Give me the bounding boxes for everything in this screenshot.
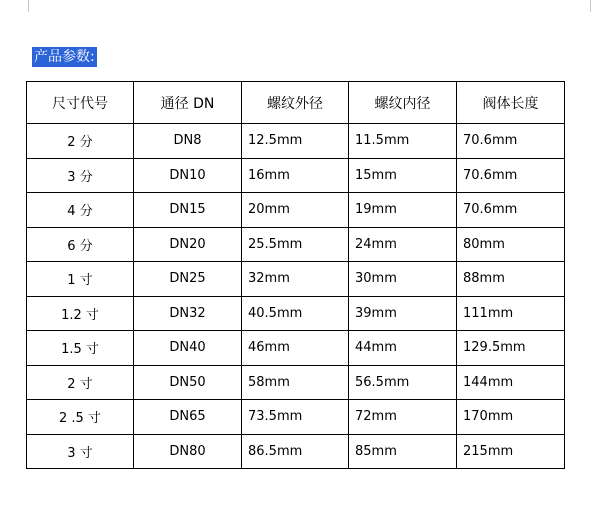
table-header-row	[27, 82, 565, 124]
thread-inner-diameter-cell: 72mm	[349, 400, 457, 435]
nominal-diameter-cell: DN65	[134, 400, 242, 435]
thread-outer-diameter-cell: 58mm	[242, 365, 349, 400]
thread-inner-diameter-cell: 56.5mm	[349, 365, 457, 400]
nominal-diameter-cell: DN20	[134, 227, 242, 262]
size-code-cell: 2 分	[27, 124, 134, 159]
thread-outer-diameter-cell: 32mm	[242, 262, 349, 297]
column-header-thread-outer-diameter: 螺纹外径	[242, 82, 349, 124]
table-row	[27, 434, 565, 469]
thread-outer-diameter-cell: 20mm	[242, 193, 349, 228]
table-row	[27, 193, 565, 228]
valve-body-length-cell: 170mm	[457, 400, 565, 435]
thread-inner-diameter-cell: 24mm	[349, 227, 457, 262]
size-code-cell: 6 分	[27, 227, 134, 262]
product-spec-table	[26, 81, 565, 469]
page-corner-mark-right	[590, 0, 592, 12]
column-header-nominal-diameter: 通径 DN	[134, 82, 242, 124]
thread-outer-diameter-cell: 73.5mm	[242, 400, 349, 435]
table-row	[27, 227, 565, 262]
size-code-cell: 1 寸	[27, 262, 134, 297]
size-code-cell: 2 .5 寸	[27, 400, 134, 435]
nominal-diameter-cell: DN8	[134, 124, 242, 159]
nominal-diameter-cell: DN15	[134, 193, 242, 228]
thread-outer-diameter-cell: 86.5mm	[242, 434, 349, 469]
size-code-cell: 1.2 寸	[27, 296, 134, 331]
table-row	[27, 296, 565, 331]
thread-inner-diameter-cell: 44mm	[349, 331, 457, 366]
thread-inner-diameter-cell: 30mm	[349, 262, 457, 297]
column-header-size-code: 尺寸代号	[27, 82, 134, 124]
size-code-cell: 3 分	[27, 158, 134, 193]
valve-body-length-cell: 70.6mm	[457, 158, 565, 193]
valve-body-length-cell: 111mm	[457, 296, 565, 331]
size-code-cell: 1.5 寸	[27, 331, 134, 366]
valve-body-length-cell: 80mm	[457, 227, 565, 262]
column-header-valve-body-length: 阀体长度	[457, 82, 565, 124]
nominal-diameter-cell: DN32	[134, 296, 242, 331]
page-corner-mark-left	[0, 0, 29, 12]
valve-body-length-cell: 144mm	[457, 365, 565, 400]
valve-body-length-cell: 70.6mm	[457, 124, 565, 159]
thread-outer-diameter-cell: 46mm	[242, 331, 349, 366]
section-heading-selected[interactable]: 产品参数:	[34, 49, 95, 65]
table-row	[27, 262, 565, 297]
table-row	[27, 331, 565, 366]
thread-inner-diameter-cell: 11.5mm	[349, 124, 457, 159]
valve-body-length-cell: 88mm	[457, 262, 565, 297]
thread-inner-diameter-cell: 39mm	[349, 296, 457, 331]
nominal-diameter-cell: DN50	[134, 365, 242, 400]
table-row	[27, 400, 565, 435]
nominal-diameter-cell: DN80	[134, 434, 242, 469]
size-code-cell: 2 寸	[27, 365, 134, 400]
valve-body-length-cell: 70.6mm	[457, 193, 565, 228]
thread-inner-diameter-cell: 85mm	[349, 434, 457, 469]
thread-inner-diameter-cell: 19mm	[349, 193, 457, 228]
valve-body-length-cell: 215mm	[457, 434, 565, 469]
thread-inner-diameter-cell: 15mm	[349, 158, 457, 193]
table-row	[27, 158, 565, 193]
column-header-thread-inner-diameter: 螺纹内径	[349, 82, 457, 124]
size-code-cell: 4 分	[27, 193, 134, 228]
thread-outer-diameter-cell: 16mm	[242, 158, 349, 193]
nominal-diameter-cell: DN25	[134, 262, 242, 297]
thread-outer-diameter-cell: 12.5mm	[242, 124, 349, 159]
table-row	[27, 124, 565, 159]
valve-body-length-cell: 129.5mm	[457, 331, 565, 366]
table-body	[27, 124, 565, 469]
nominal-diameter-cell: DN10	[134, 158, 242, 193]
nominal-diameter-cell: DN40	[134, 331, 242, 366]
thread-outer-diameter-cell: 25.5mm	[242, 227, 349, 262]
thread-outer-diameter-cell: 40.5mm	[242, 296, 349, 331]
table-row	[27, 365, 565, 400]
size-code-cell: 3 寸	[27, 434, 134, 469]
